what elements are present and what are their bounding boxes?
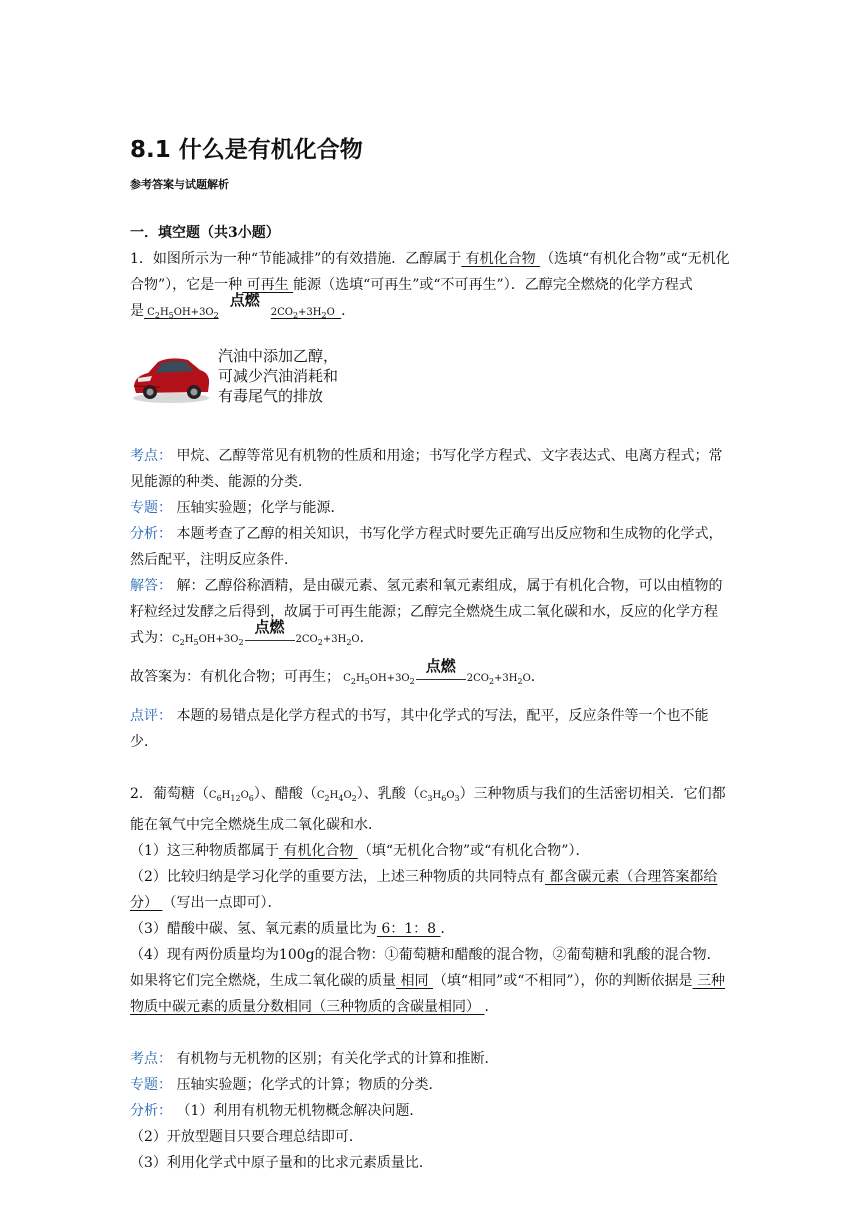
question-2: 2．葡萄糖$(C_6H_{12}O_6)$、醋酸$(C_2H_4O_2)$、乳酸$(C_3H_6O_3)$三种物质与我们的生活密切相关．它们都能在氧气中完全燃烧生成二氧化碳和水． <box>130 786 726 833</box>
q2-part-4: （4）现有两份质量均为100g的混合物：①葡萄糖和醋酸的混合物，②葡萄糖和乳酸的混合物．如果将它们完全燃烧，生成二氧化碳的质量 相同 （填“相同”或“不相同”），你的判断依据是 三种物质中碳元素的质量分数相同（三种物质的含碳量相同） ． <box>130 947 725 1015</box>
car-image <box>130 346 212 406</box>
answer-blank: 有机化合物 <box>461 251 541 267</box>
zhuanti-label: 专题： <box>130 500 172 516</box>
section-heading: 一．填空题（共3小题） <box>130 225 280 241</box>
answer-blank: 可再生 <box>242 277 294 293</box>
answer-blank: 都含碳元素（合理答案都给分） <box>130 869 718 911</box>
dianping-row: 点评： 本题的易错点是化学方程式的书写，其中化学式的写法，配平，反应条件等一个也不能少． <box>130 708 709 750</box>
zhuanti-label: 专题： <box>130 1077 172 1093</box>
q2-part-3: （3）醋酸中碳、氢、氧元素的质量比为 6：1：8 ． <box>130 921 455 937</box>
reaction-arrow: 点燃 <box>416 667 466 687</box>
document-page <box>130 132 730 1176</box>
zhuanti-row: 专题： 压轴实验题；化学式的计算；物质的分类． <box>130 1077 443 1093</box>
kaodian-label: 考点： <box>130 448 172 464</box>
fenxi-label: 分析： <box>130 526 172 542</box>
reaction-arrow: 点燃 <box>229 291 260 309</box>
kaodian-row: 考点： 有机物与无机物的区别；有关化学式的计算和推断． <box>130 1051 499 1067</box>
subtitle: 参考答案与试题解析 <box>130 178 229 191</box>
answer-row: 故答案为：有机化合物；可再生； $C_2H_5OH+3O_2$ 点燃 $2CO_2+3H_2O$． <box>130 657 545 686</box>
zhuanti-row: 专题： 压轴实验题；化学与能源． <box>130 500 345 516</box>
reaction-arrow: 点燃 <box>245 628 295 648</box>
jieda-row: 解答： 解：乙醇俗称酒精，是由碳元素、氢元素和氧元素组成，属于有机化合物，可以由植物的籽粒经过发酵之后得到，故属于可再生能源；乙醇完全燃烧生成二氧化碳和水，反应的化学方程式为：$C_2H_5OH+3O_2$ 点燃 $2CO_2+3H_2O$． <box>130 578 723 647</box>
page-title: 8.1 什么是有机化合物 <box>130 137 363 163</box>
q2-part-1: （1）这三种物质都属于 有机化合物 （填“无机化合物”或“有机化合物”）． <box>130 843 590 859</box>
answer-blank: 相同 <box>396 973 433 989</box>
answer-blank: 6：1：8 <box>376 921 441 937</box>
equation: $C_2H_5OH+3O_2$ 点燃 $2CO_2+3H_2O$ <box>144 291 342 320</box>
fenxi-row-2: （2）开放型题目只要合理总结即可． <box>130 1129 363 1145</box>
q2-part-2: （2）比较归纳是学习化学的重要方法，上述三种物质的共同特点有 都含碳元素（合理答案都给分） （写出一点即可）． <box>130 869 718 911</box>
answer-blank: 三种物质中碳元素的质量分数相同（三种物质的含碳量相同） <box>130 973 725 1015</box>
question-1: 1．如图所示为一种“节能减排”的有效措施．乙醇属于 有机化合物 （选填“有机化合物”或“无机化合物”），它是一种 可再生 能源（选填“可再生”或“不可再生”）．乙醇完全燃烧的化学方程式是 $C_2H_5OH+3O_2$ 点燃 $2CO_2+3H_2O$ ． <box>130 251 730 320</box>
fenxi-row: 分析： 本题考查了乙醇的相关知识，书写化学方程式时要先正确写出反应物和生成物的化学式，然后配平，注明反应条件． <box>130 526 723 568</box>
jieda-label: 解答： <box>130 578 172 594</box>
answer-blank: 有机化合物 <box>278 843 358 859</box>
fenxi-label: 分析： <box>130 1103 172 1119</box>
fenxi-row-3: （3）利用化学式中原子量和的比求元素质量比． <box>130 1155 433 1171</box>
kaodian-label: 考点： <box>130 1051 172 1067</box>
fenxi-row: 分析： （1）利用有机物无机物概念解决问题． <box>130 1103 424 1119</box>
figure-caption: 汽油中添加乙醇，可减少汽油消耗和有毒尾气的排放 <box>218 347 339 405</box>
dianping-label: 点评： <box>130 708 172 724</box>
figure <box>130 335 730 417</box>
kaodian-row: 考点： 甲烷、乙醇等常见有机物的性质和用途；书写化学方程式、文字表达式、电离方程式；常见能源的种类、能源的分类． <box>130 448 723 490</box>
